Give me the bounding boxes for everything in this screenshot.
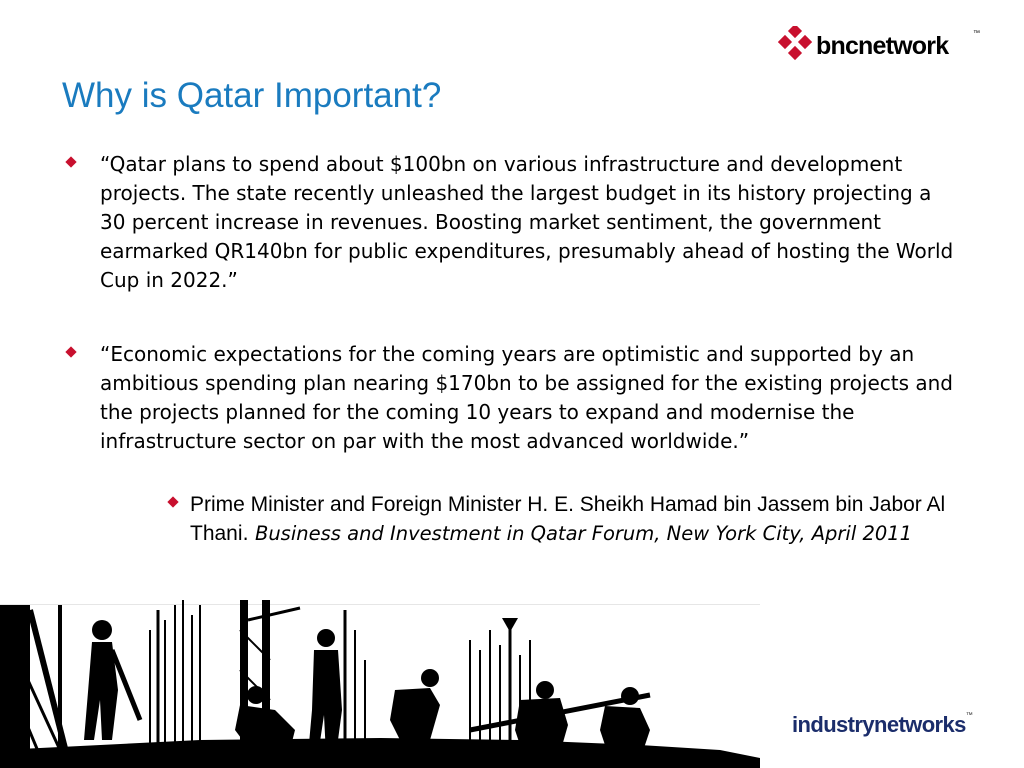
- attribution-source: Business and Investment in Qatar Forum, New York City, April 2011: [254, 522, 913, 545]
- industrynetworks-wordmark: industrynetworks: [792, 712, 966, 737]
- attribution-speaker: Prime Minister and Foreign Minister H. E. Sheikh Hamad bin Jassem bin Jabor Al Thani: [190, 493, 946, 545]
- slide-title: Why is Qatar Important?: [62, 76, 442, 115]
- trademark-symbol: ™: [973, 30, 980, 37]
- bncnetwork-wordmark: bncnetwork: [816, 32, 949, 60]
- quote-paragraph-2: “Economic expectations for the coming years are optimistic and supported by an ambitious spending plan nearing $170bn to be assigned for the existing projects and the projects planned for the coming 10 years to expand and modernise the infrastructure sector on par with the most advanced worldwide.”: [100, 342, 953, 453]
- quote-paragraph-1: “Qatar plans to spend about $100bn on various infrastructure and development projects. The state recently unleashed the largest budget in its history projecting a 30 percent increase in revenues. Boosting market sentiment, the government earmarked QR140bn for public expenditures, presumably ahead of hosting the World Cup in 2022.”: [100, 152, 954, 292]
- attribution: [190, 490, 950, 548]
- trademark-symbol: ™: [965, 712, 973, 719]
- diamond-logo-icon: [778, 26, 812, 62]
- bncnetwork-logo: [778, 24, 988, 68]
- bullet-diamond-icon: [65, 346, 76, 357]
- construction-workers-silhouette-image: [0, 600, 760, 768]
- sub-bullet-diamond-icon: [167, 496, 178, 507]
- industrynetworks-logo: [792, 712, 972, 738]
- bullet-diamond-icon: [65, 156, 76, 167]
- attribution-separator: .: [242, 522, 255, 545]
